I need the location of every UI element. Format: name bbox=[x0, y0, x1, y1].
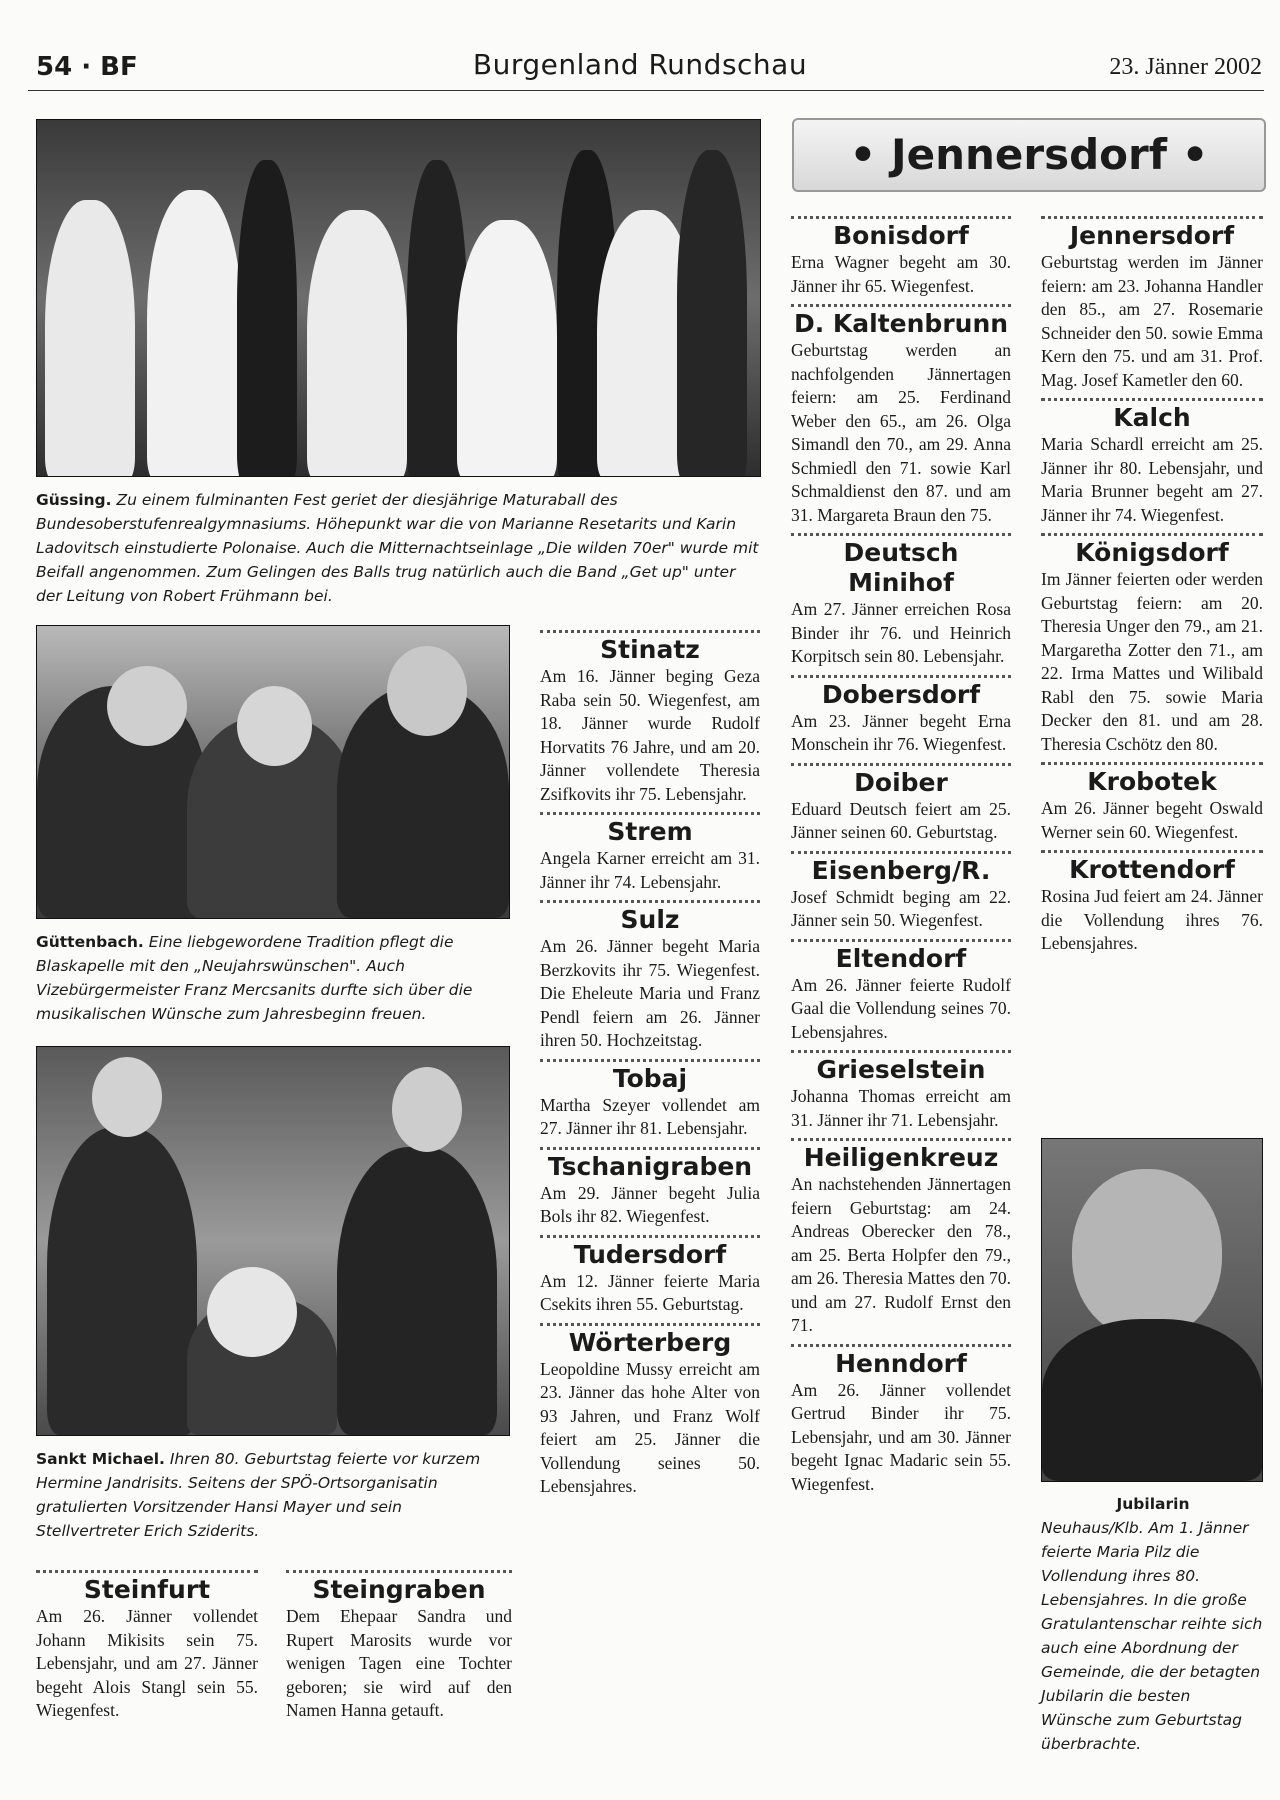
article-text: Am 26. Jänner feierte Rudolf Gaal die Vollendung seines 70. Lebensjahres. bbox=[791, 974, 1011, 1042]
dotted-divider bbox=[1041, 762, 1263, 765]
dotted-divider bbox=[791, 1344, 1011, 1347]
dotted-divider bbox=[540, 900, 760, 903]
article-heading: Krottendorf bbox=[1069, 855, 1235, 884]
article-text: Martha Szeyer vollendet am 27. Jänner ihr 81. Lebensjahr. bbox=[540, 1094, 760, 1138]
issue-date: 23. Jänner 2002 bbox=[1109, 54, 1262, 80]
article-heading: Deutsch Minihof bbox=[843, 538, 959, 597]
article-text: Am 26. Jänner vollendet Gertrud Binder ihr 75. Lebensjahr, und am 30. Jänner begeht Ignac Madaric sein 55. Wiegenfest. bbox=[791, 1379, 1011, 1494]
article-heading: Sulz bbox=[620, 905, 680, 934]
article-heading: Steingraben bbox=[312, 1575, 486, 1604]
article-text: Erna Wagner begeht am 30. Jänner ihr 65. Wiegenfest. bbox=[791, 252, 1011, 296]
article-text: Im Jänner feierten oder werden Geburtstag feiern: am 20. Theresia Unger den 79., am 21. Margaretha Zotter den 71., am 22. Irma Mattes und Wilibald Rabl den 75. sowie Maria Decker den 81. und am 28. Theresia Cschötz den 80. bbox=[1041, 569, 1263, 754]
article-heading: Jennersdorf bbox=[1069, 221, 1235, 250]
photo-jubilarin bbox=[1041, 1138, 1263, 1482]
article-text: Am 27. Jänner erreichen Rosa Binder ihr 76. und Heinrich Korpitsch sein 80. Lebensjahr. bbox=[791, 599, 1011, 666]
caption-place: Güttenbach. bbox=[36, 933, 144, 951]
caption-text: Ihren 80. Geburtstag feierte vor kurzem Hermine Jandrisits. Seitens der SPÖ-Ortsorganisatin gratulierten Vorsitzender Hansi Mayer und sein Stellvertreter Erich Sziderits. bbox=[36, 1450, 481, 1540]
dotted-divider bbox=[540, 1147, 760, 1150]
article-text: Dem Ehepaar Sandra und Rupert Marosits wurde vor wenigen Tagen eine Tochter geboren; sie wird auf den Namen Hanna getauft. bbox=[286, 1606, 512, 1720]
article-text: Leopoldine Mussy erreicht am 23. Jänner das hohe Alter von 93 Jahren, und Franz Wolf feiert am 25. Jänner die Vollendung seines 50. Lebensjahres. bbox=[540, 1358, 760, 1496]
dotted-divider bbox=[791, 1050, 1011, 1053]
article-text: An nachstehenden Jännertagen feiern Geburtstag: am 24. Andreas Oberecker den 78., am 25. Berta Holpfer den 79., am 26. Theresia Mattes den 70. und am 27. Rudolf Ernst den 71. bbox=[791, 1174, 1011, 1335]
photo-guettenbach bbox=[36, 625, 510, 919]
article-heading: Wörterberg bbox=[568, 1327, 732, 1357]
caption-place: Sankt Michael. bbox=[36, 1450, 165, 1468]
dotted-divider bbox=[540, 812, 760, 815]
caption-guettenbach bbox=[36, 930, 510, 1026]
article-heading: Steinfurt bbox=[83, 1575, 211, 1604]
article-heading: Bonisdorf bbox=[833, 221, 969, 250]
caption-jubilarin bbox=[1041, 1492, 1265, 1756]
column-e bbox=[1041, 216, 1263, 962]
article-heading: Eisenberg/R. bbox=[811, 855, 991, 885]
article-heading: Strem bbox=[607, 817, 693, 846]
caption-place: Jubilarin bbox=[1116, 1495, 1190, 1513]
article-text: Am 26. Jänner begeht Maria Berzkovits ihr 75. Wiegenfest. Die Eheleute Maria und Franz Pendl feiern am 26. Jänner ihren 50. Hochzeitstag. bbox=[540, 936, 760, 1050]
article-text: Am 29. Jänner begeht Julia Bols ihr 82. Wiegenfest. bbox=[540, 1182, 760, 1226]
dotted-divider bbox=[791, 763, 1011, 766]
dotted-divider bbox=[791, 533, 1011, 536]
article-text: Geburtstag werden an nachfolgenden Jännertagen feiern: am 25. Ferdinand Weber den 65., am 26. Olga Simandl den 70., am 29. Anna Schmiedl den 71. sowie Karl Schmaldienst den 87. und am 31. Margareta Braun den 75. bbox=[791, 340, 1011, 525]
column-b bbox=[286, 1570, 512, 1729]
article-text: Am 12. Jänner feierte Maria Csekits ihren 55. Geburtstag. bbox=[540, 1270, 760, 1314]
caption-text: Zu einem fulminanten Fest geriet der diesjährige Maturaball des Bundesoberstufenrealgymnasiums. Höhepunkt war die von Marianne Resetarits und Karin Ladovitsch einstudierte Polonaise. Auch die Mitternachtseinlage „Die wilden 70er" wurde mit Beifall angenommen. Zum Gelingen des Balls trug natürlich auch die Band „Get up" unter der Leitung von Robert Frühmann bei. bbox=[36, 491, 759, 605]
article-text: Angela Karner erreicht am 31. Jänner ihr 74. Lebensjahr. bbox=[540, 848, 760, 892]
dotted-divider bbox=[540, 1059, 760, 1062]
column-a bbox=[36, 1570, 258, 1729]
article-heading: Königsdorf bbox=[1075, 538, 1229, 567]
photo-maturaball bbox=[36, 119, 761, 477]
article-heading: Grieselstein bbox=[816, 1055, 986, 1084]
caption-sankt-michael bbox=[36, 1447, 510, 1543]
dotted-divider bbox=[1041, 398, 1263, 401]
article-text: Am 23. Jänner begeht Erna Monschein ihr 76. Wiegenfest. bbox=[791, 710, 1011, 754]
dotted-divider bbox=[791, 675, 1011, 678]
dotted-divider bbox=[791, 1138, 1011, 1141]
article-heading: Eltendorf bbox=[835, 943, 967, 973]
article-heading: Kalch bbox=[1113, 403, 1191, 432]
newspaper-title: Burgenland Rundschau bbox=[472, 48, 808, 81]
article-heading: Krobotek bbox=[1087, 767, 1217, 796]
column-c bbox=[540, 630, 760, 1505]
dotted-divider bbox=[1041, 850, 1263, 853]
article-text: Am 16. Jänner beging Geza Raba sein 50. Wiegenfest, am 18. Jänner wurde Rudolf Horvatits 76 Jahre, und am 20. Jänner vollendete Theresia Zsifkovits ihr 75. Lebensjahr. bbox=[540, 666, 760, 804]
article-text: Geburtstag werden im Jänner feiern: am 23. Johanna Handler den 85., am 27. Rosemarie Schneider den 50. sowie Emma Kern den 75. und am 31. Prof. Mag. Josef Kametler den 60. bbox=[1041, 252, 1263, 390]
dotted-divider bbox=[540, 630, 760, 633]
article-heading: Tobaj bbox=[612, 1063, 688, 1093]
dotted-divider bbox=[791, 216, 1011, 219]
section-banner: • Jennersdorf • bbox=[792, 118, 1266, 192]
article-text: Maria Schardl erreicht am 25. Jänner ihr 80. Lebensjahr, und Maria Brunner begeht am 27. Jänner ihr 74. Wiegenfest. bbox=[1041, 434, 1263, 525]
article-heading: Stinatz bbox=[600, 635, 700, 664]
dotted-divider bbox=[1041, 216, 1263, 219]
article-heading: D. Kaltenbrunn bbox=[793, 309, 1009, 338]
page-number: 54 · BF bbox=[36, 52, 138, 82]
dotted-divider bbox=[791, 939, 1011, 942]
article-text: Eduard Deutsch feiert am 25. Jänner seinen 60. Geburtstag. bbox=[791, 798, 1011, 842]
article-heading: Doiber bbox=[854, 767, 948, 797]
article-text: Johanna Thomas erreicht am 31. Jänner ihr 71. Lebensjahr. bbox=[791, 1086, 1011, 1130]
article-heading: Dobersdorf bbox=[821, 679, 981, 709]
dotted-divider bbox=[36, 1570, 258, 1573]
caption-text: Eine liebgewordene Tradition pflegt die Blaskapelle mit den „Neujahrswünschen". Auch Vizebürgermeister Franz Mercsanits durfte sich über die musikalischen Wünsche zum Jahresbeginn freuen. bbox=[36, 933, 473, 1023]
dotted-divider bbox=[286, 1570, 512, 1573]
article-text: Am 26. Jänner begeht Oswald Werner sein 60. Wiegenfest. bbox=[1041, 798, 1263, 842]
dotted-divider bbox=[791, 304, 1011, 307]
column-d bbox=[791, 216, 1011, 1502]
caption-text: Neuhaus/Klb. Am 1. Jänner feierte Maria Pilz die Vollendung ihres 80. Lebensjahres. In die große Gratulantenschar reihte sich auch eine Abordnung der Gemeinde, die der betagten Jubilarin die besten Wünsche zum Geburtstag überbrachte. bbox=[1041, 1519, 1263, 1753]
dotted-divider bbox=[791, 851, 1011, 854]
dotted-divider bbox=[540, 1323, 760, 1326]
article-heading: Tudersdorf bbox=[573, 1239, 727, 1269]
article-text: Am 26. Jänner vollendet Johann Mikisits sein 75. Lebensjahr, und am 27. Jänner begeht Alois Stangl sein 55. Wiegenfest. bbox=[36, 1606, 258, 1720]
article-text: Josef Schmidt beging am 22. Jänner sein 50. Wiegenfest. bbox=[791, 886, 1011, 930]
dotted-divider bbox=[1041, 533, 1263, 536]
caption-place: Güssing. bbox=[36, 491, 112, 509]
article-heading: Tschanigraben bbox=[547, 1151, 753, 1181]
article-heading: Henndorf bbox=[835, 1348, 967, 1378]
caption-guessing bbox=[36, 488, 762, 608]
article-text: Rosina Jud feiert am 24. Jänner die Vollendung ihres 76. Lebensjahres. bbox=[1041, 886, 1263, 953]
article-heading: Heiligenkreuz bbox=[803, 1143, 999, 1172]
photo-sankt-michael bbox=[36, 1046, 510, 1436]
dotted-divider bbox=[540, 1235, 760, 1238]
